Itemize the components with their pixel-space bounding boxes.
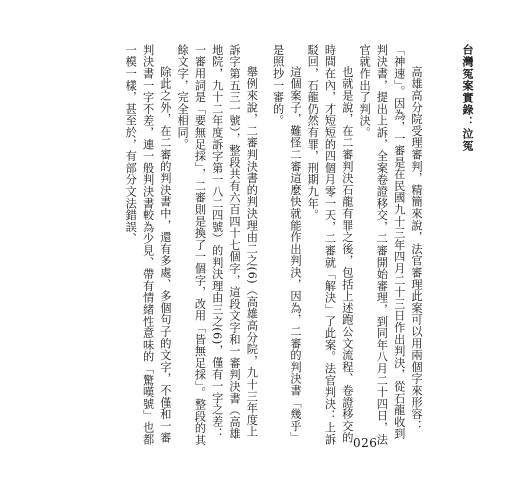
paragraph-1: 高雄高分院受理審判，精簡來說，法官審理此案可以用兩個字來形容：「神速」。因為，一審是在民國九十三年四月二十三日作出判決，從石龍收到判決書，提出上訴，全案卷證移交，二審開始審理，到同年八月二十四日，法官就作出了判決。 xyxy=(358,44,423,446)
paragraph-5: 除此之外，在二審的判決書中，還有多處、多個句子的文字，不僅和一審判決書一字不差，連一般判決書較為少見、帶有情緒性意味的「驚嘆號」也都一模一樣，甚至於，有部分文法錯誤、 xyxy=(124,44,172,446)
running-header: 台灣冤案實錄：泣冤 xyxy=(461,44,474,152)
paragraph-2: 也就是說，在二審判決石龍有罪之後，包括上述跑公文流程、卷證移交的時間在內，才短短的四個月零一天，二審就「解決」了此案。法官判決：上訴駁回，石龍仍然有罪，刑期九年。 xyxy=(306,44,354,446)
paragraph-3: 這個案子，難怪二審這麼快就能作出判決，因為，二審的判決書「幾乎」是照抄一審的。 xyxy=(271,44,302,444)
paragraph-4: 舉例來說，二審判決書的判決理由二之(6)（高雄高分院，九十三年度上訴字第五三一號），整段共有六百四十七個字，這段文字和一審判決書（高雄地院，九十二年度訴字第一八二四號）的判決理由三之(6)，僅有一字之差：一審用詞是「要無足採」，二審則是換了一個字，改用「皆無足採」。整段的其餘文字，完全相同。 xyxy=(176,44,259,446)
page-number: 026 xyxy=(353,436,378,450)
body-text xyxy=(63,44,425,448)
